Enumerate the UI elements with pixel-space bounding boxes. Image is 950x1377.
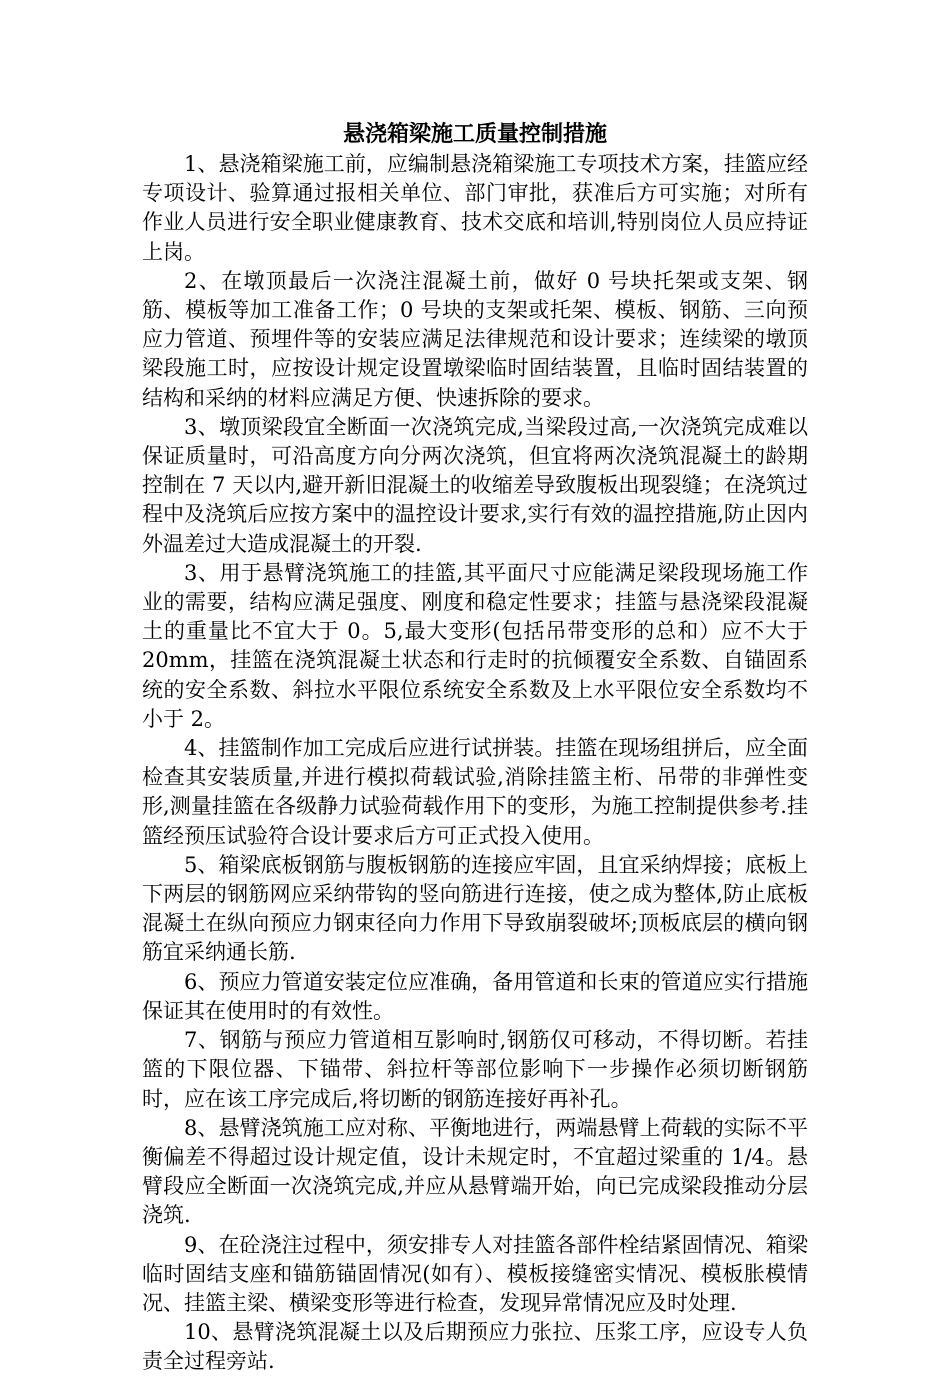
- paragraph-6: 6、预应力管道安装定位应准确，备用管道和长束的管道应实行措施保证其在使用时的有效性。: [142, 969, 808, 1023]
- document-title: 悬浇箱梁施工质量控制措施: [342, 122, 607, 147]
- paragraph-9: 9、在砼浇注过程中，须安排专人对挂篮各部件栓结紧固情况、箱梁临时固结支座和锚筋锚固情况(如有）、模板接缝密实情况、模板胀模情况、挂篮主梁、横梁变形等进行检查，发现异常情况应及时处理.: [142, 1232, 808, 1315]
- paragraph-4: 4、挂篮制作加工完成后应进行试拼装。挂篮在现场组拼后，应全面检查其安装质量,并进行模拟荷载试验,消除挂篮主桁、吊带的非弹性变形,测量挂篮在各级静力试验荷载作用下的变形，为施工控制提供参考.挂篮经预压试验符合设计要求后方可正式投入使用。: [142, 736, 808, 848]
- paragraph-8: 8、悬臂浇筑施工应对称、平衡地进行，两端悬臂上荷载的实际不平衡偏差不得超过设计规定值，设计未规定时，不宜超过梁重的 1/4。悬臂段应全断面一次浇筑完成,并应从悬臂端开始，向已完成梁段推动分层浇筑.: [142, 1115, 808, 1228]
- paragraph-3a: 3、墩顶梁段宜全断面一次浇筑完成,当梁段过高,一次浇筑完成难以保证质量时，可沿高度方向分两次浇筑，但宜将两次浇筑混凝土的龄期控制在 7 天以内,避开新旧混凝土的收缩差导致腹板出现裂缝；在浇筑过程中及浇筑后应按方案中的温控设计要求,实行有效的温控措施,防止因内外温差过大造成混凝土的开裂.: [142, 414, 808, 556]
- paragraph-5: 5、箱梁底板钢筋与腹板钢筋的连接应牢固，且宜采纳焊接；底板上下两层的钢筋网应采纳带钩的竖向筋进行连接，使之成为整体,防止底板混凝土在纵向预应力钢束径向力作用下导致崩裂破坏;顶板底层的横向钢筋宜采纳通长筋.: [142, 852, 808, 965]
- document-body: [142, 120, 808, 1377]
- paragraph-1: 1、悬浇箱梁施工前，应编制悬浇箱梁施工专项技术方案，挂篮应经专项设计、验算通过报相关单位、部门审批，获准后方可实施；对所有作业人员进行安全职业健康教育、技术交底和培训,特别岗位人员应持证上岗。: [142, 152, 808, 264]
- paragraph-7: 7、钢筋与预应力管道相互影响时,钢筋仅可移动，不得切断。若挂篮的下限位器、下锚带、斜拉杆等部位影响下一步操作必须切断钢筋时，应在该工序完成后,将切断的钢筋连接好再补孔。: [142, 1028, 808, 1111]
- paragraph-2: 2、在墩顶最后一次浇注混凝土前，做好 0 号块托架或支架、钢筋、模板等加工准备工作；0 号块的支架或托架、模板、钢筋、三向预应力管道、预埋件等的安装应满足法律规范和设计要求；连续梁的墩顶梁段施工时，应按设计规定设置墩梁临时固结装置，且临时固结装置的结构和采纳的材料应满足方便、快速拆除的要求。: [142, 268, 808, 410]
- paragraph-3b: 3、用于悬臂浇筑施工的挂篮,其平面尺寸应能满足梁段现场施工作业的需要，结构应满足强度、刚度和稳定性要求；挂篮与悬浇梁段混凝土的重量比不宜大于 0。5,最大变形(包括吊带变形的总和）应不大于 20mm，挂篮在浇筑混凝土状态和行走时的抗倾覆安全系数、自锚固系统的安全系数、斜拉水平限位系统安全系数及上水平限位安全系数均不小于 2。: [142, 560, 808, 731]
- paragraph-10: 10、悬臂浇筑混凝土以及后期预应力张拉、压浆工序，应设专人负责全过程旁站.: [142, 1320, 808, 1374]
